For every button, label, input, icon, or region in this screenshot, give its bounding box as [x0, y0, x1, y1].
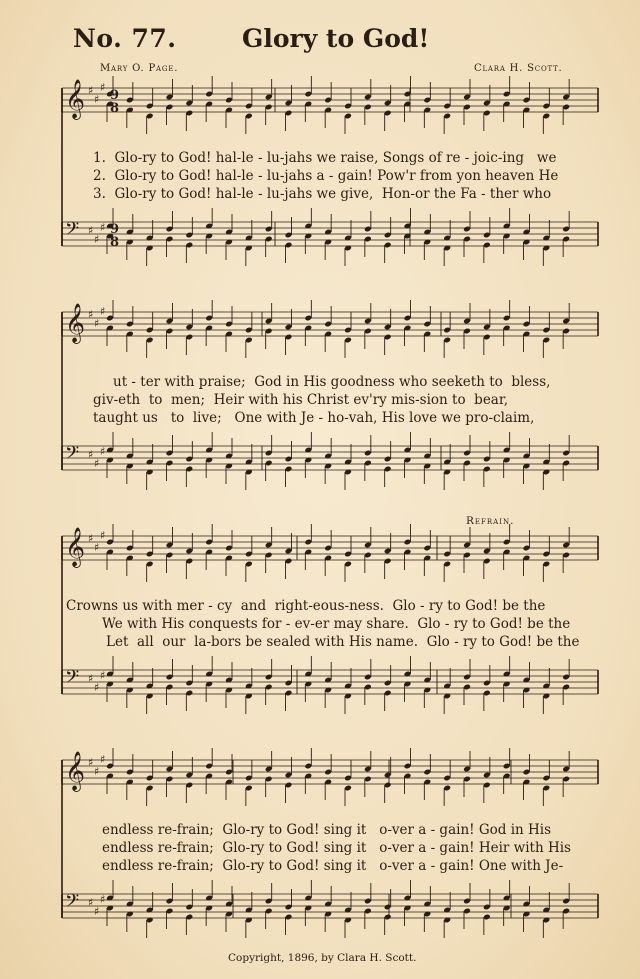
lyric-line: endless re-frain; Glo-ry to God! sing it o-ver a - gain! God in His: [102, 822, 552, 838]
hymn-title: Glory to God!: [242, 24, 430, 53]
sharp-icon: ♯: [88, 672, 94, 685]
sharp-icon: ♯: [88, 308, 94, 321]
sharp-icon: ♯: [94, 233, 100, 246]
sharp-icon: ♯: [88, 532, 94, 545]
sharp-icon: ♯: [88, 896, 94, 909]
lyric-line: Let all our la-bors be sealed with His name. Glo - ry to God! be the: [106, 634, 580, 650]
sharp-icon: ♯: [94, 765, 100, 778]
hymn-number: No. 77.: [73, 24, 177, 53]
sharp-icon: ♯: [94, 541, 100, 554]
sharp-icon: ♯: [100, 445, 106, 458]
sharp-icon: ♯: [100, 669, 106, 682]
treble-clef-icon: 𝄞: [65, 303, 86, 343]
time-signature-bottom: 8: [110, 235, 120, 250]
sharp-icon: ♯: [94, 457, 100, 470]
sharp-icon: ♯: [88, 84, 94, 97]
sharp-icon: ♯: [100, 753, 106, 766]
lyric-line: 1. Glo-ry to God! hal-le - lu-jahs we raise, Songs of re - joic-ing we: [93, 150, 557, 166]
lyric-line: giv-eth to men; Heir with his Christ ev'ry mis-sion to bear,: [93, 392, 509, 408]
lyric-line: 2. Glo-ry to God! hal-le - lu-jahs a - gain! Pow'r from yon heaven He: [93, 168, 559, 184]
lyric-line: 3. Glo-ry to God! hal-le - lu-jahs we give, Hon-or the Fa - ther who: [93, 186, 552, 202]
sharp-icon: ♯: [94, 317, 100, 330]
lyricist-credit: Mary O. Page.: [100, 63, 179, 74]
bass-clef-icon: 𝄢: [65, 443, 80, 468]
composer-credit: Clara H. Scott.: [474, 63, 563, 74]
lyric-line: ut - ter with praise; God in His goodness who seeketh to bless,: [113, 374, 551, 390]
sharp-icon: ♯: [88, 448, 94, 461]
sharp-icon: ♯: [100, 81, 106, 94]
bass-clef-icon: 𝄢: [65, 891, 80, 916]
refrain-label: Refrain.: [466, 515, 515, 527]
sharp-icon: ♯: [94, 681, 100, 694]
lyric-line: We with His conquests for - ev-er may share. Glo - ry to God! be the: [102, 616, 571, 632]
bass-clef-icon: 𝄢: [65, 219, 80, 244]
treble-clef-icon: 𝄞: [65, 79, 86, 119]
lyric-line: endless re-frain; Glo-ry to God! sing it o-ver a - gain! One with Je-: [102, 858, 564, 874]
sharp-icon: ♯: [94, 905, 100, 918]
time-signature-top: 9: [110, 88, 120, 103]
sharp-icon: ♯: [94, 93, 100, 106]
time-signature-top: 9: [110, 222, 120, 237]
sharp-icon: ♯: [100, 221, 106, 234]
sharp-icon: ♯: [100, 893, 106, 906]
time-signature-bottom: 8: [110, 101, 120, 116]
lyric-line: taught us to live; One with Je - ho-vah, His love we pro-claim,: [93, 410, 535, 426]
bass-clef-icon: 𝄢: [65, 667, 80, 692]
lyric-line: endless re-frain; Glo-ry to God! sing it o-ver a - gain! Heir with His: [102, 840, 571, 856]
sharp-icon: ♯: [100, 305, 106, 318]
treble-clef-icon: 𝄞: [65, 751, 86, 791]
sharp-icon: ♯: [88, 756, 94, 769]
sharp-icon: ♯: [100, 529, 106, 542]
lyric-line: Crowns us with mer - cy and right-eous-ness. Glo - ry to God! be the: [66, 598, 546, 614]
copyright-footer: Copyright, 1896, by Clara H. Scott.: [228, 952, 417, 964]
sharp-icon: ♯: [88, 224, 94, 237]
treble-clef-icon: 𝄞: [65, 527, 86, 567]
